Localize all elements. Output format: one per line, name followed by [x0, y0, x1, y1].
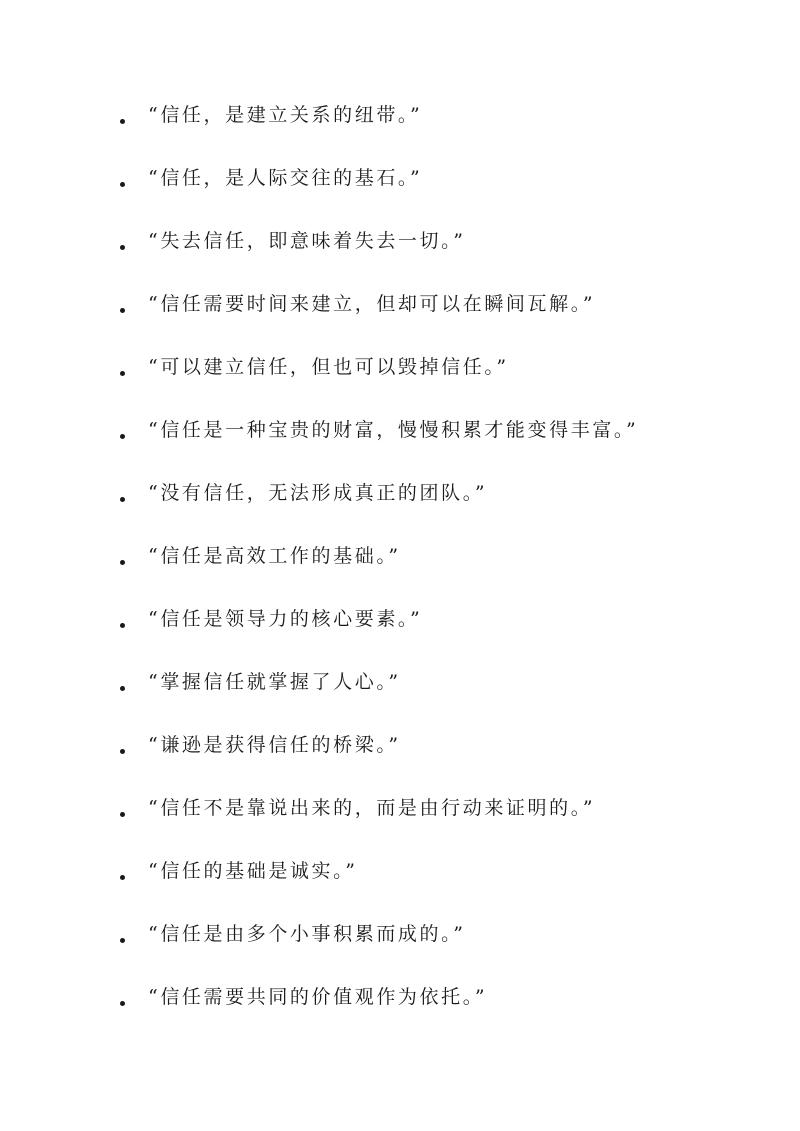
quote-text: “信任需要时间来建立，但却可以在瞬间瓦解。” [148, 293, 596, 315]
bullet-icon [120, 875, 125, 880]
list-item [120, 907, 760, 970]
bullet-icon [120, 686, 125, 691]
quote-text: “信任是一种宝贵的财富，慢慢积累才能变得丰富。” [148, 419, 639, 441]
quote-text: “失去信任，即意味着失去一切。” [148, 230, 466, 252]
list-item [120, 655, 760, 718]
quote-text: “谦逊是获得信任的桥梁。” [148, 734, 401, 756]
bullet-icon [120, 497, 125, 502]
list-item [120, 151, 760, 214]
bullet-icon [120, 1001, 125, 1006]
list-item [120, 88, 760, 151]
quote-text: “信任是领导力的核心要素。” [148, 608, 423, 630]
quote-text: “信任需要共同的价值观作为依托。” [148, 986, 488, 1008]
bullet-icon [120, 938, 125, 943]
bullet-icon [120, 812, 125, 817]
quote-text: “信任不是靠说出来的，而是由行动来证明的。” [148, 797, 596, 819]
quote-list [120, 88, 760, 1033]
quote-text: “信任的基础是诚实。” [148, 860, 358, 882]
bullet-icon [120, 182, 125, 187]
quote-text: “信任是高效工作的基础。” [148, 545, 401, 567]
list-item [120, 403, 760, 466]
bullet-icon [120, 371, 125, 376]
list-item [120, 844, 760, 907]
list-item [120, 970, 760, 1033]
quote-text: “信任，是建立关系的纽带。” [148, 104, 423, 126]
list-item [120, 277, 760, 340]
list-item [120, 592, 760, 655]
quote-text: “信任，是人际交往的基石。” [148, 167, 423, 189]
list-item [120, 718, 760, 781]
list-item [120, 214, 760, 277]
list-item [120, 781, 760, 844]
list-item [120, 466, 760, 529]
list-item [120, 529, 760, 592]
list-item [120, 340, 760, 403]
quote-text: “信任是由多个小事积累而成的。” [148, 923, 466, 945]
bullet-icon [120, 308, 125, 313]
bullet-icon [120, 623, 125, 628]
quote-text: “没有信任，无法形成真正的团队。” [148, 482, 488, 504]
bullet-icon [120, 434, 125, 439]
bullet-icon [120, 749, 125, 754]
bullet-icon [120, 560, 125, 565]
bullet-icon [120, 245, 125, 250]
bullet-icon [120, 119, 125, 124]
quote-text: “可以建立信任，但也可以毁掉信任。” [148, 356, 509, 378]
quote-text: “掌握信任就掌握了人心。” [148, 671, 401, 693]
